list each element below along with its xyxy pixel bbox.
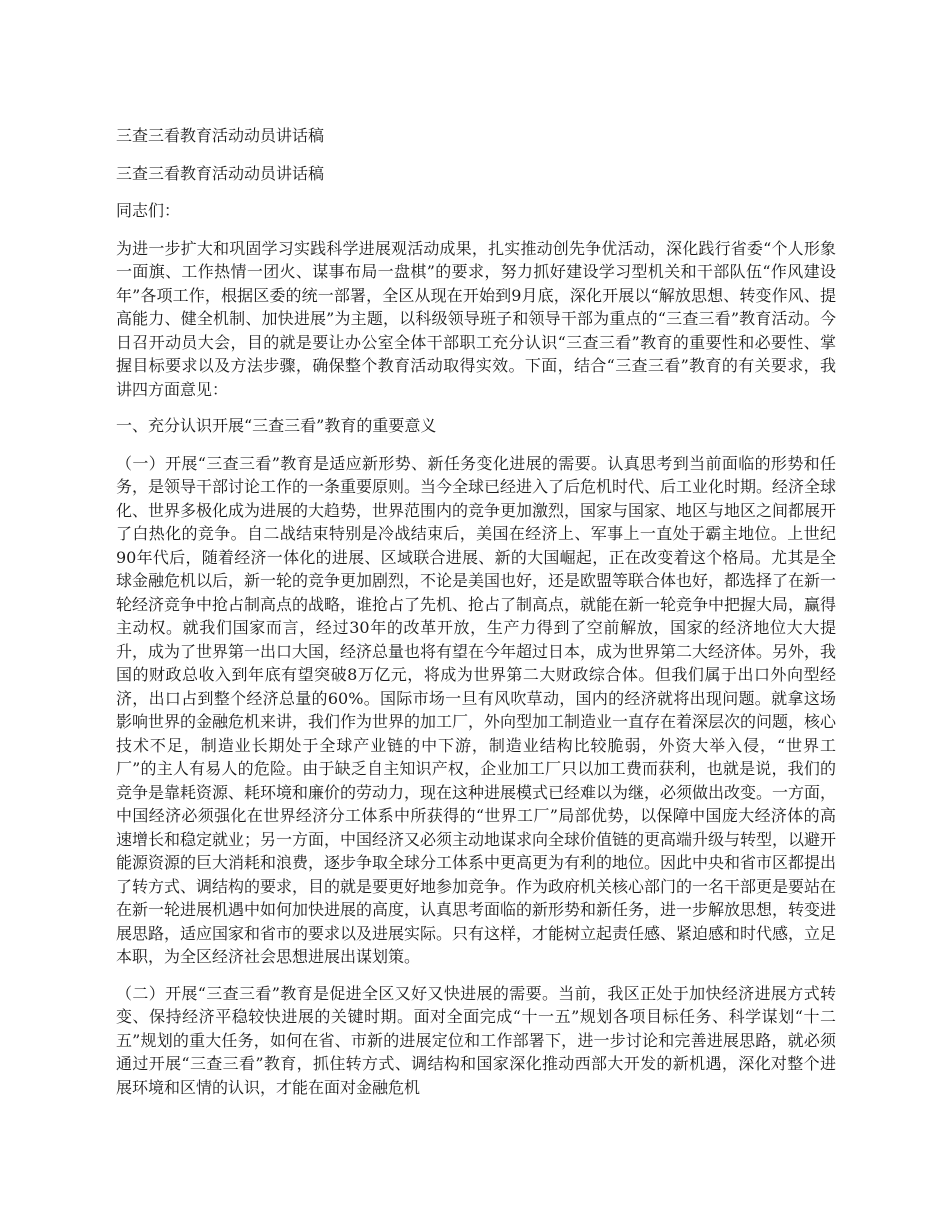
document-subtitle: 三查三看教育活动动员讲话稿 [116,163,325,183]
salutation: 同志们： [116,201,181,220]
section-heading-1: 一、充分认识开展“三查三看”教育的重要意义 [116,416,437,435]
document-page [116,124,836,1112]
body-paragraph-2: （二）开展“三查三看”教育是促进全区又好又快进展的需要。当前，我区正处于加快经济进展方式转变、保持经济平稳较快进展的关键时期。面对全面完成“十一五”规划各项目标任务、科学谋划“十二五”规划的重大任务，如何在省、市新的进展定位和工作部署下，进一步讨论和完善进展思路，就必须通过开展“三查三看”教育，抓住转方式、调结构和国家深化推动西部大开发的新机遇，深化对整个进展环境和区情的认识，才能在面对金融危机 [116,983,836,1097]
intro-paragraph: 为进一步扩大和巩固学习实践科学进展观活动成果，扎实推动创先争优活动，深化践行省委“个人形象一面旗、工作热情一团火、谋事布局一盘棋”的要求，努力抓好建设学习型机关和干部队伍“作风建设年”各项工作，根据区委的统一部署，全区从现在开始到9月底，深化开展以“解放思想、转变作风、提高能力、健全机制、加快进展”为主题，以科级领导班子和领导干部为重点的“三查三看”教育活动。今日召开动员大会，目的就是要让办公室全体干部职工充分认识“三查三看”教育的重要性和必要性、掌握目标要求以及方法步骤，确保整个教育活动取得实效。下面，结合“三查三看”教育的有关要求，我讲四方面意见： [116,238,836,399]
body-paragraph-1: （一）开展“三查三看”教育是适应新形势、新任务变化进展的需要。认真思考到当前面临的形势和任务，是领导干部讨论工作的一条重要原则。当今全球已经进入了后危机时代、后工业化时期。经济全球化、世界多极化成为进展的大趋势，世界范围内的竞争更加激烈，国家与国家、地区与地区之间都展开了白热化的竞争。自二战结束特别是冷战结束后，美国在经济上、军事上一直处于霸主地位。上世纪90年代后，随着经济一体化的进展、区域联合进展、新的大国崛起，正在改变着这个格局。尤其是全球金融危机以后，新一轮的竞争更加剧烈，不论是美国也好，还是欧盟等联合体也好，都选择了在新一轮经济竞争中抢占制高点的战略，谁抢占了先机、抢占了制高点，就能在新一轮竞争中把握大局，赢得主动权。就我们国家而言，经过30年的改革开放，生产力得到了空前解放，国家的经济地位大大提升，成为了世界第一出口大国，经济总量也将有望在今年超过日本，成为世界第二大经济体。另外，我国的财政总收入到年底有望突破8万亿元，将成为世界第二大财政综合体。但我们属于出口外向型经济，出口占到整个经济总量的60%。国际市场一旦有风吹草动，国内的经济就将出现问题。就拿这场影响世界的金融危机来讲，我们作为世界的加工厂，外向型加工制造业一直存在着深层次的问题，核心技术不足，制造业长期处于全球产业链的中下游，制造业结构比较脆弱，外资大举入侵，“世界工厂”的主人有易人的危险。由于缺乏自主知识产权，企业加工厂只以加工费而获利，也就是说，我们的竞争是靠耗资源、耗环境和廉价的劳动力，现在这种进展模式已经难以为继，必须做出改变。一方面，中国经济必须强化在世界经济分工体系中所获得的“世界工厂”局部优势，以保障中国庞大经济体的高速增长和稳定就业；另一方面，中国经济又必须主动地谋求向全球价值链的更高端升级与转型，以避开能源资源的巨大消耗和浪费，逐步争取全球分工体系中更高更为有利的地位。因此中央和省市区都提出了转方式、调结构的要求，目的就是要更好地参加竞争。作为政府机关核心部门的一名干部更是要站在在新一轮进展机遇中如何加快进展的高度，认真思考面临的新形势和新任务，进一步解放思想，转变进展思路，适应国家和省市的要求以及进展实际。只有这样，才能树立起责任感、紧迫感和时代感，立足本职，为全区经济社会思想进展出谋划策。 [116,453,837,966]
document-title: 三查三看教育活动动员讲话稿 [116,126,325,145]
